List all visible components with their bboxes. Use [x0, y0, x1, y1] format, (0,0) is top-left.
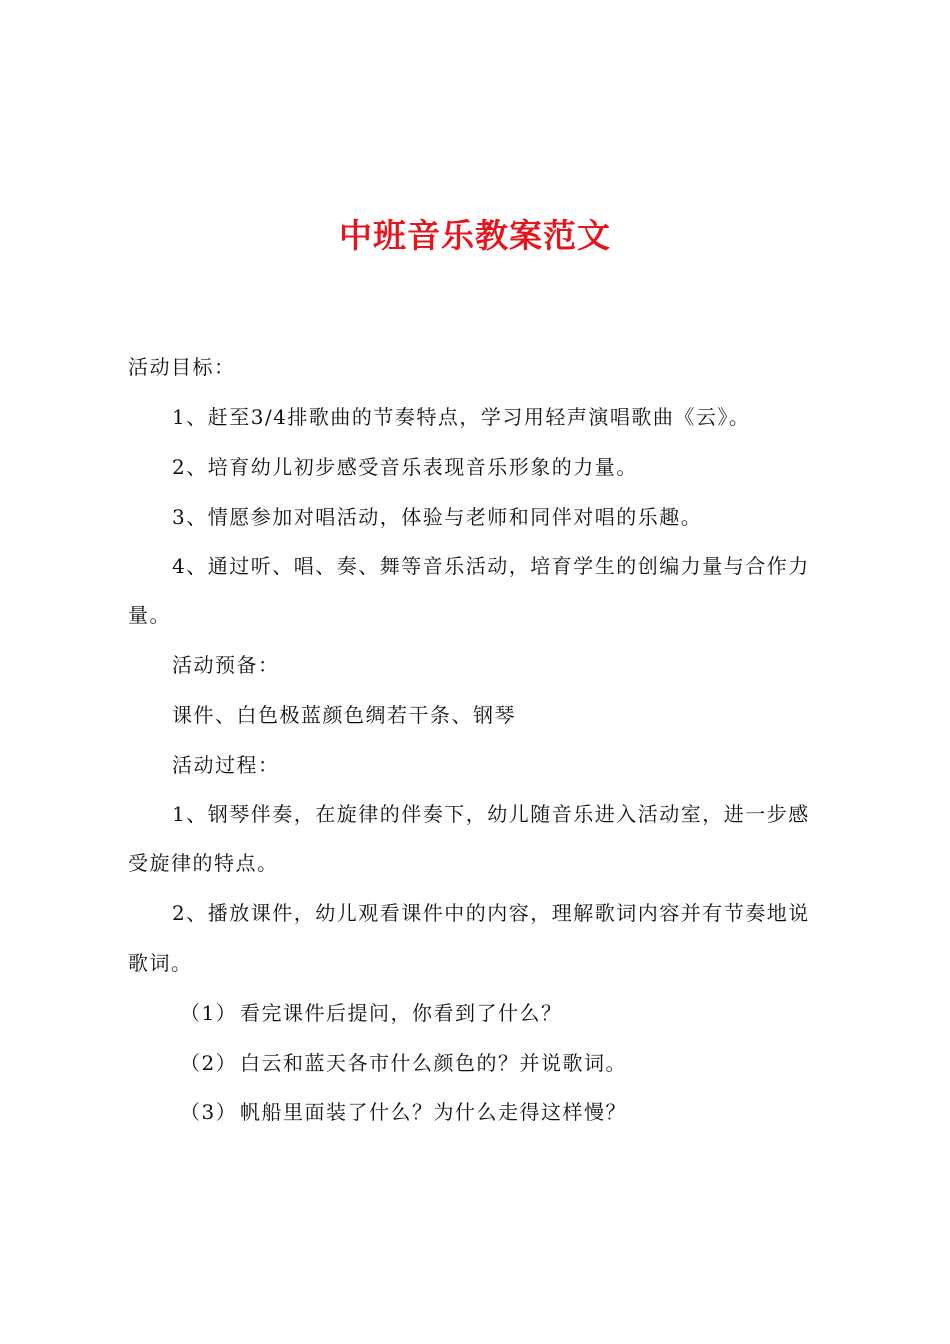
goal-item-3: 3、情愿参加对唱活动，体验与老师和同伴对唱的乐趣。 — [172, 505, 703, 529]
question-1 — [180, 998, 563, 1028]
process-step-1-continued: 受旋律的特点。 — [128, 851, 279, 875]
question-3-text: 帆船里面装了什么？为什么走得这样慢？ — [240, 1100, 627, 1124]
document-title: 中班音乐教案范文 — [339, 216, 611, 255]
process-step-1: 1、钢琴伴奏，在旋律的伴奏下，幼儿随音乐进入活动室，进一步感 — [172, 802, 810, 826]
section-heading-process: 活动过程： — [172, 753, 280, 777]
question-2-number: （2） — [180, 1051, 238, 1075]
goal-item-4-continued: 量。 — [128, 603, 171, 627]
goal-item-1: 1、赶至3/4排歌曲的节奏特点，学习用轻声演唱歌曲《云》。 — [172, 405, 751, 429]
question-3-number: （3） — [180, 1100, 238, 1124]
section-heading-preparation: 活动预备： — [172, 653, 280, 677]
process-step-2-continued: 歌词。 — [128, 951, 193, 975]
process-step-2: 2、播放课件，幼儿观看课件中的内容，理解歌词内容并有节奏地说 — [172, 901, 810, 925]
question-3 — [180, 1097, 627, 1127]
preparation-materials: 课件、白色极蓝颜色绸若干条、钢琴 — [172, 703, 516, 727]
goal-item-4: 4、通过听、唱、奏、舞等音乐活动，培育学生的创编力量与合作力 — [172, 554, 810, 578]
question-2-text: 白云和蓝天各市什么颜色的？并说歌词。 — [240, 1051, 627, 1075]
question-1-text: 看完课件后提问，你看到了什么？ — [240, 1001, 563, 1025]
question-1-number: （1） — [180, 1001, 238, 1025]
goal-item-2: 2、培育幼儿初步感受音乐表现音乐形象的力量。 — [172, 455, 638, 479]
section-heading-goals: 活动目标： — [128, 355, 236, 379]
question-2 — [180, 1048, 627, 1078]
